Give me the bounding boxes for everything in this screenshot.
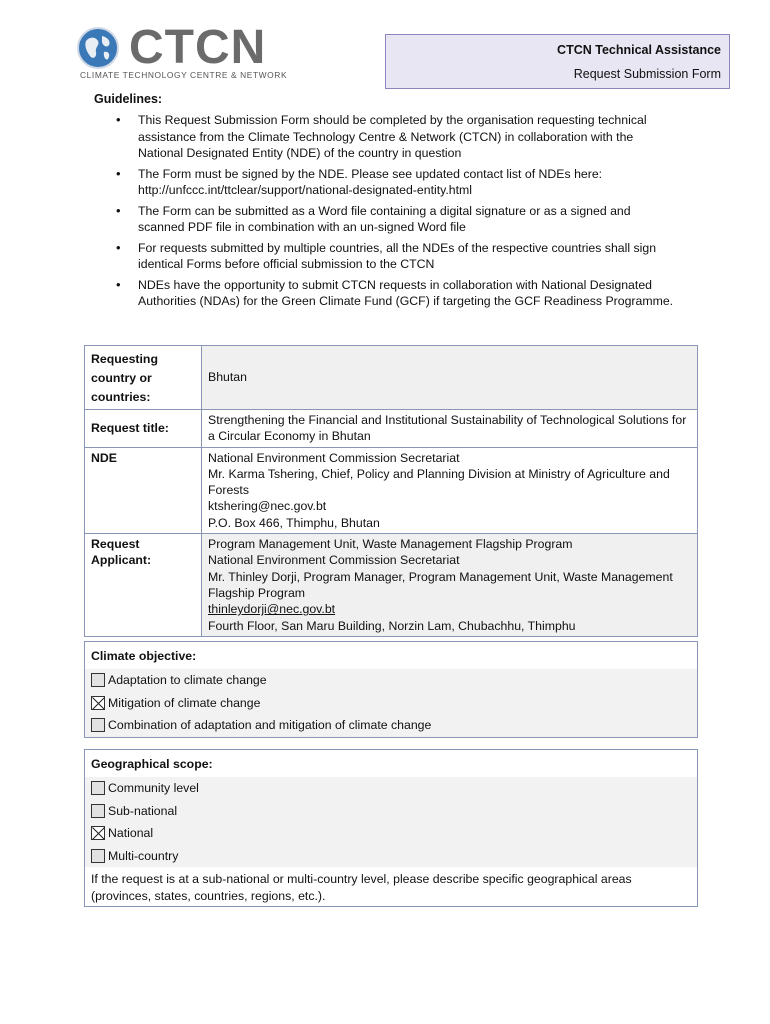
scope-option-subnational[interactable] <box>85 800 697 823</box>
climate-option-adaptation[interactable] <box>85 669 697 692</box>
nde-label: NDE <box>85 447 202 533</box>
option-label: Multi-country <box>108 848 179 863</box>
guidelines-title: Guidelines: <box>94 92 163 106</box>
option-label: Adaptation to climate change <box>108 673 267 688</box>
applicant-line: Mr. Thinley Dorji, Program Manager, Program Management Unit, Waste Management Flagship Program <box>208 569 673 600</box>
guideline-item: • This Request Submission Form should be completed by the organisation requesting technical assistance from the Climate Technology Centre & Network (CTCN) in collaboration with the National Designated Entity (NDE) of the country in question <box>110 112 680 162</box>
option-label: Sub-national <box>108 803 178 818</box>
checkbox-checked-icon[interactable] <box>91 696 105 710</box>
option-label: Mitigation of climate change <box>108 695 261 710</box>
option-label: National <box>108 826 154 841</box>
header-subtitle: Request Submission Form <box>573 67 721 81</box>
guideline-item: • The Form must be signed by the NDE. Please see updated contact list of NDEs here: http://unfccc.int/ttclear/support/national-designated-entity.html <box>110 166 680 199</box>
applicant-email-link[interactable]: thinleydorji@nec.gov.bt <box>208 602 336 617</box>
globe-icon <box>76 26 120 70</box>
nde-value[interactable] <box>202 447 698 533</box>
guideline-item: • For requests submitted by multiple countries, all the NDEs of the respective countries shall sign identical Forms before official submission to the CTCN <box>110 240 680 273</box>
checkbox-icon[interactable] <box>91 804 105 818</box>
logo-subtitle: CLIMATE TECHNOLOGY CENTRE & NETWORK <box>80 70 288 80</box>
checkbox-icon[interactable] <box>91 673 105 687</box>
applicant-line: Program Management Unit, Waste Management Flagship Program <box>208 537 573 552</box>
request-info-table <box>84 345 698 637</box>
country-value[interactable]: Bhutan <box>202 346 698 410</box>
guideline-item: • The Form can be submitted as a Word file containing a digital signature or as a signed and scanned PDF file in combination with an un-signed Word file <box>110 203 680 236</box>
scope-option-community[interactable] <box>85 777 697 800</box>
title-label: Request title: <box>85 410 202 448</box>
scope-option-multicountry[interactable] <box>85 845 697 868</box>
geographical-scope-section <box>84 749 698 907</box>
climate-option-combination[interactable] <box>85 714 697 737</box>
nde-line: Mr. Karma Tshering, Chief, Policy and Planning Division at Ministry of Agriculture and Forests <box>208 466 670 498</box>
form-header <box>385 34 730 89</box>
option-label: Combination of adaptation and mitigation of climate change <box>108 718 432 733</box>
title-value[interactable]: Strengthening the Financial and Institutional Sustainability of Technological Solutions for a Circular Economy in Bhutan <box>202 410 698 448</box>
guideline-item: • NDEs have the opportunity to submit CTCN requests in collaboration with National Designated Authorities (NDAs) for the Green Climate Fund (GCF) if targeting the GCF Readiness Programme. <box>110 277 680 310</box>
checkbox-icon[interactable] <box>91 781 105 795</box>
checkbox-icon[interactable] <box>91 849 105 863</box>
checkbox-icon[interactable] <box>91 718 105 732</box>
applicant-label: Request Applicant: <box>85 534 202 637</box>
applicant-line: National Environment Commission Secretariat <box>208 553 460 568</box>
nde-line: P.O. Box 466, Thimphu, Bhutan <box>208 515 380 530</box>
header-title: CTCN Technical Assistance <box>557 43 721 57</box>
option-label: Community level <box>108 781 199 796</box>
applicant-value[interactable] <box>202 534 698 637</box>
nde-email: ktshering@nec.gov.bt <box>208 499 327 514</box>
checkbox-checked-icon[interactable] <box>91 826 105 840</box>
country-label: Requesting country or countries: <box>85 346 202 410</box>
climate-objective-title: Climate objective: <box>85 642 697 669</box>
guidelines-list <box>110 112 680 314</box>
climate-option-mitigation[interactable] <box>85 692 697 715</box>
scope-note: If the request is at a sub-national or multi-country level, please describe specific geographical areas (provinces, states, countries, regions, etc.). <box>85 867 697 906</box>
ctcn-logo <box>76 21 301 82</box>
logo-wordmark: CTCN <box>129 21 267 74</box>
climate-objective-section <box>84 641 698 738</box>
geographical-scope-title: Geographical scope: <box>85 750 697 777</box>
nde-line: National Environment Commission Secretariat <box>208 450 460 465</box>
applicant-address: Fourth Floor, San Maru Building, Norzin Lam, Chubachhu, Thimphu <box>208 618 576 633</box>
scope-option-national[interactable] <box>85 822 697 845</box>
